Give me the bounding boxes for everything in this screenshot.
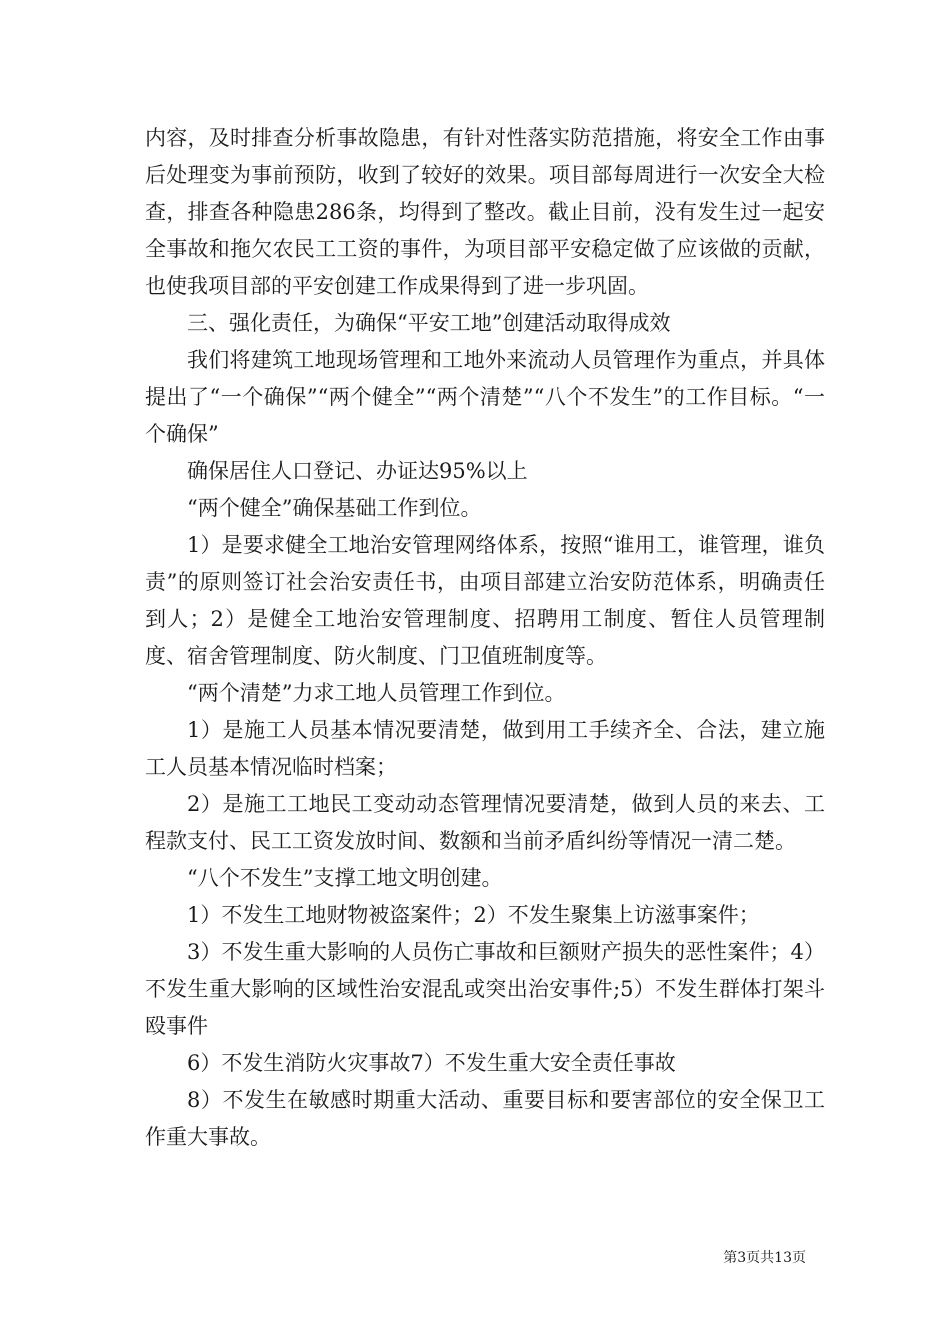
paragraph-1: 内容，及时排查分析事故隐患，有针对性落实防范措施，将安全工作由事后处理变为事前预防，收到了较好的效果。项目部每周进行一次安全大检查，排查各种隐患286条，均得到了整改。截止目前，没有发生过一起安全事故和拖欠农民工工资的事件，为项目部平安稳定做了应该做的贡献，也使我项目部的平安创建工作成果得到了进一步巩固。 <box>145 126 825 298</box>
paragraph-6: 1）是要求健全工地治安管理网络体系，按照“谁用工，谁管理，谁负责”的原则签订社会治安责任书，由项目部建立治安防范体系，明确责任到人；2）是健全工地治安管理制度、招聘用工制度、暂住人员管理制度、宿舍管理制度、防火制度、门卫值班制度等。 <box>145 533 825 668</box>
paragraph-4: 确保居住人口登记、办证达95%以上 <box>187 459 528 483</box>
paragraph-5: “两个健全”确保基础工作到位。 <box>187 496 482 520</box>
section-heading-3: 三、强化责任，为确保“平安工地”创建活动取得成效 <box>187 311 671 335</box>
paragraph-10: “八个不发生”支撑工地文明创建。 <box>187 866 503 890</box>
paragraph-3: 我们将建筑工地现场管理和工地外来流动人员管理作为重点，并具体提出了“一个确保”“两个健全”“两个清楚”“八个不发生”的工作目标。“一个确保” <box>145 348 825 446</box>
paragraph-9: 2）是施工工地民工变动动态管理情况要清楚，做到人员的来去、工程款支付、民工工资发放时间、数额和当前矛盾纠纷等情况一清二楚。 <box>145 792 825 853</box>
paragraph-12: 3）不发生重大影响的人员伤亡事故和巨额财产损失的恶性案件；4）不发生重大影响的区域性治安混乱或突出治安事件;5）不发生群体打架斗殴事件 <box>145 940 825 1038</box>
document-body <box>145 120 825 1156</box>
paragraph-7: “两个清楚”力求工地人员管理工作到位。 <box>187 681 566 705</box>
paragraph-8: 1）是施工人员基本情况要清楚，做到用工手续齐全、合法，建立施工人员基本情况临时档案； <box>145 718 825 779</box>
page-number-footer: 第3页共13页 <box>723 1250 806 1266</box>
paragraph-11: 1）不发生工地财物被盗案件；2）不发生聚集上访滋事案件； <box>187 903 760 927</box>
paragraph-13: 6）不发生消防火灾事故7）不发生重大安全责任事故 <box>187 1051 676 1075</box>
paragraph-14: 8）不发生在敏感时期重大活动、重要目标和要害部位的安全保卫工作重大事故。 <box>145 1088 825 1149</box>
